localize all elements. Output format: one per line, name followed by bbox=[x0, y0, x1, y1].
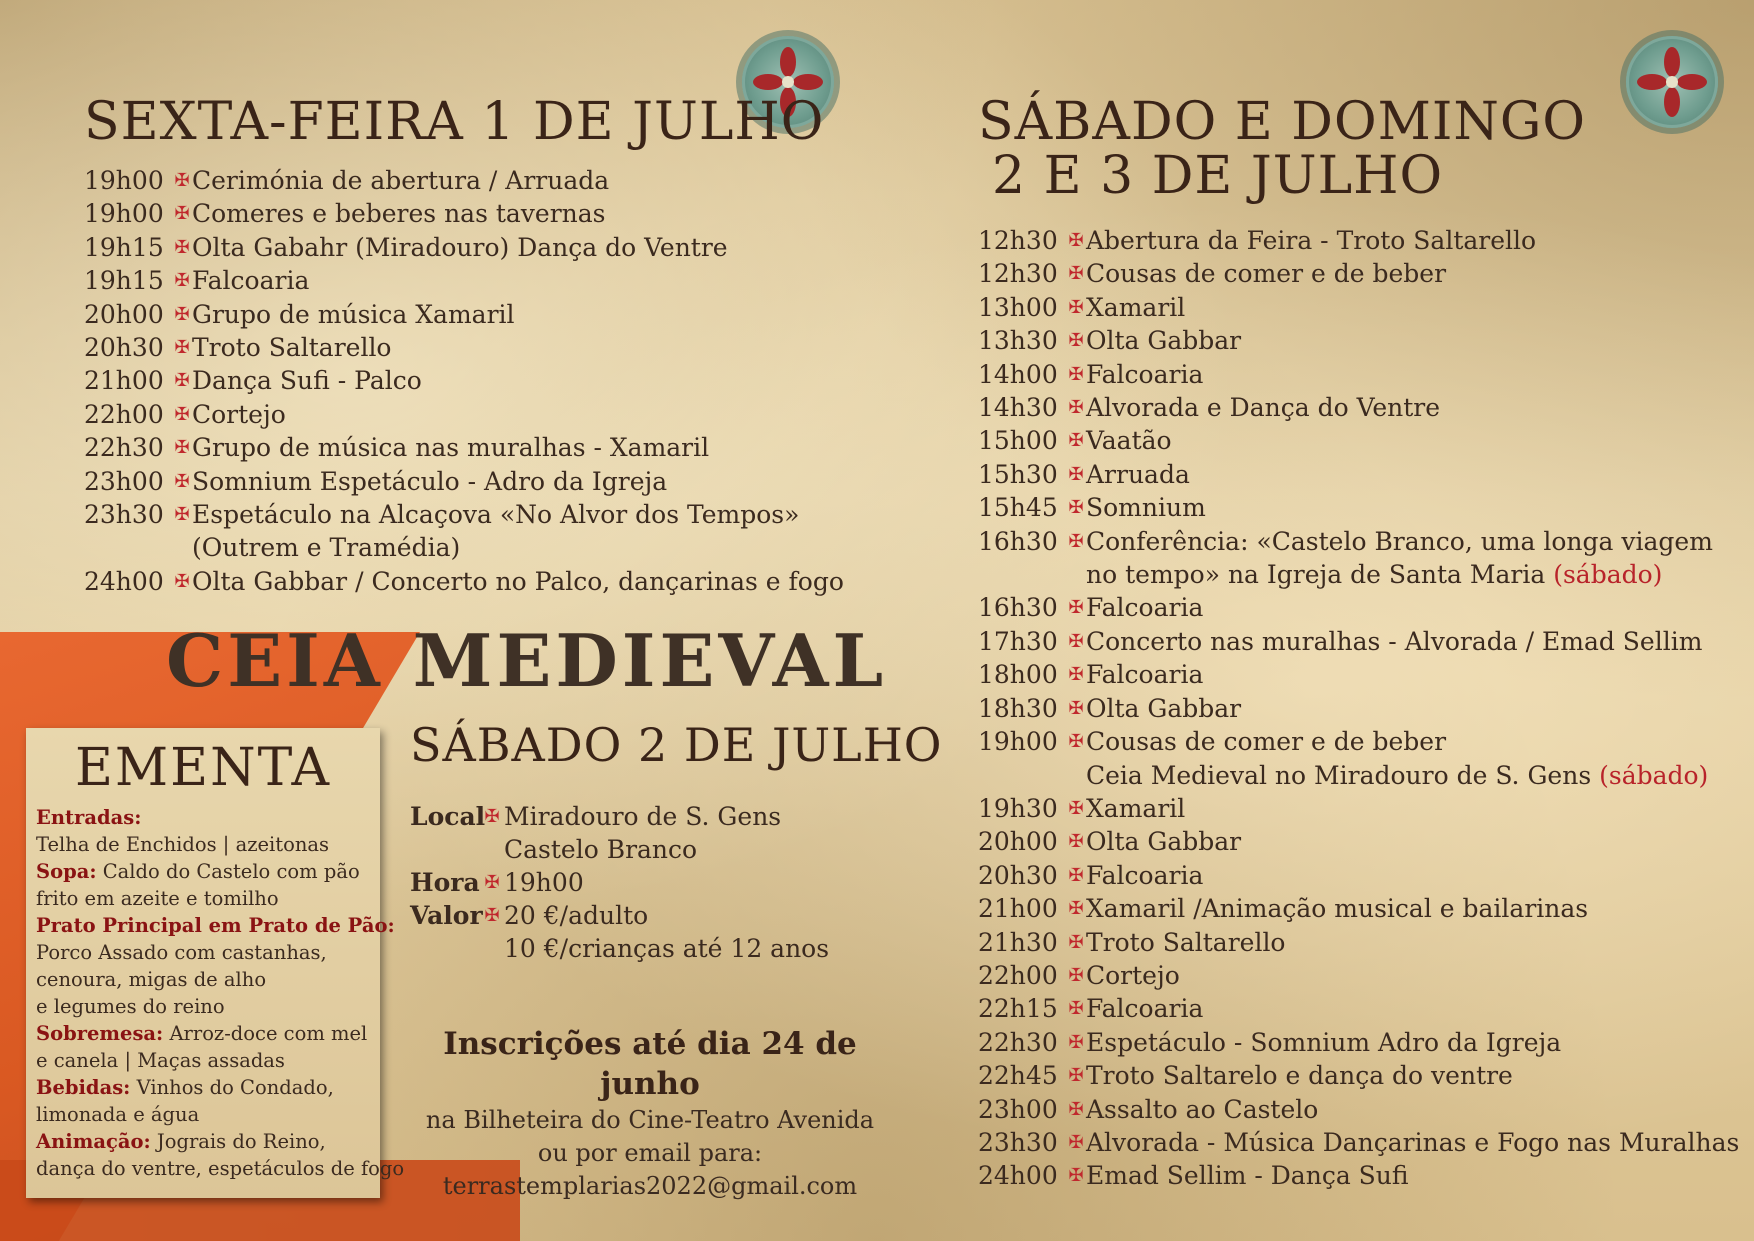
schedule-activity-block bbox=[1086, 1126, 1739, 1159]
prato-label: Prato Principal em Prato de Pão: bbox=[36, 914, 395, 937]
schedule-time: 13h00 bbox=[978, 292, 1058, 322]
cross-pattee-icon: ✠ bbox=[174, 303, 190, 325]
schedule-activity-block bbox=[1086, 291, 1185, 324]
ementa-bebidas bbox=[26, 1074, 380, 1101]
schedule-item bbox=[84, 364, 844, 397]
ementa-entradas-text: Telha de Enchidos | azeitonas bbox=[36, 833, 330, 856]
schedule-time: 15h45 bbox=[978, 493, 1058, 523]
schedule-time: 24h00 bbox=[84, 566, 164, 596]
continuation-text: no tempo» na Igreja de Santa Maria bbox=[1086, 560, 1546, 590]
friday-schedule bbox=[84, 164, 844, 598]
cross-pattee-icon: ✠ bbox=[1068, 1098, 1084, 1120]
cross-pattee-icon: ✠ bbox=[1068, 898, 1084, 920]
schedule-activity: Concerto nas muralhas - Alvorada / Emad Sellim bbox=[1086, 626, 1703, 656]
cross-pattee-icon: ✠ bbox=[1068, 263, 1084, 285]
schedule-time: 16h30 bbox=[978, 593, 1058, 623]
weekend-title-line1: SÁBADO E DOMINGO bbox=[978, 92, 1587, 152]
schedule-activity-block bbox=[1086, 959, 1180, 992]
schedule-activity-block bbox=[1086, 625, 1702, 658]
schedule-time: 22h30 bbox=[978, 1027, 1058, 1057]
cross-pattee-icon: ✠ bbox=[1068, 831, 1084, 853]
schedule-time: 16h30 bbox=[978, 526, 1058, 556]
weekend-title-line2: 2 E 3 DE JULHO bbox=[992, 146, 1444, 206]
schedule-activity: Dança Sufi - Palco bbox=[192, 366, 422, 396]
schedule-item bbox=[978, 1126, 1739, 1159]
schedule-item bbox=[978, 1026, 1739, 1059]
schedule-activity: Xamaril bbox=[1086, 793, 1186, 823]
local-value: Miradouro de S. Gens bbox=[504, 802, 782, 831]
valor-value: 20 €/adulto bbox=[504, 901, 649, 930]
schedule-activity-block bbox=[1086, 525, 1713, 592]
hora-value: 19h00 bbox=[504, 868, 584, 897]
schedule-activity: Cousas de comer e de beber bbox=[1086, 727, 1447, 757]
entradas-label: Entradas: bbox=[36, 806, 142, 829]
ementa-animacao-text-2: dança do ventre, espetáculos de fogo bbox=[36, 1157, 405, 1180]
schedule-activity-block bbox=[192, 331, 392, 364]
cross-pattee-icon: ✠ bbox=[174, 236, 190, 258]
schedule-activity-block bbox=[192, 398, 286, 431]
schedule-activity: Somnium Espetáculo - Adro da Igreja bbox=[192, 466, 668, 496]
cross-pattee-icon: ✠ bbox=[1068, 630, 1084, 652]
schedule-time: 21h30 bbox=[978, 927, 1058, 957]
cross-pattee-icon: ✠ bbox=[174, 504, 190, 526]
schedule-activity-block bbox=[1086, 1059, 1513, 1092]
schedule-activity: Olta Gabbar bbox=[1086, 693, 1242, 723]
ementa-title: EMENTA bbox=[74, 738, 332, 798]
cross-pattee-icon: ✠ bbox=[1068, 697, 1084, 719]
schedule-activity: Cortejo bbox=[1086, 960, 1180, 990]
schedule-time: 24h00 bbox=[978, 1161, 1058, 1191]
schedule-activity: Olta Gabbar bbox=[1086, 326, 1242, 356]
schedule-item bbox=[84, 498, 844, 565]
schedule-item bbox=[978, 926, 1739, 959]
schedule-item bbox=[978, 992, 1739, 1025]
schedule-time: 22h15 bbox=[978, 994, 1058, 1024]
schedule-item bbox=[84, 231, 844, 264]
schedule-item bbox=[978, 825, 1739, 858]
schedule-activity-block bbox=[192, 298, 515, 331]
cross-pattee-icon: ✠ bbox=[1068, 497, 1084, 519]
cross-pattee-icon: ✠ bbox=[174, 170, 190, 191]
schedule-activity-block bbox=[1086, 1093, 1318, 1126]
schedule-item bbox=[978, 424, 1739, 457]
schedule-activity-block bbox=[1086, 725, 1708, 792]
schedule-time: 20h30 bbox=[978, 860, 1058, 890]
schedule-activity-block bbox=[1086, 324, 1241, 357]
schedule-activity-block bbox=[192, 197, 606, 230]
schedule-item bbox=[978, 692, 1739, 725]
schedule-item bbox=[84, 197, 844, 230]
animacao-label: Animação: bbox=[36, 1130, 151, 1153]
schedule-time: 12h30 bbox=[978, 226, 1058, 255]
continuation-text: (Outrem e Tramédia) bbox=[192, 533, 461, 563]
schedule-activity-continuation bbox=[1086, 558, 1713, 591]
schedule-activity-block bbox=[192, 264, 309, 297]
valor-row bbox=[410, 899, 829, 965]
schedule-activity: Falcoaria bbox=[192, 266, 310, 296]
cross-pattee-icon: ✠ bbox=[484, 872, 500, 893]
ementa-sopa bbox=[26, 858, 380, 885]
cross-pattee-icon: ✠ bbox=[174, 337, 190, 359]
ementa-sopa-text-2: frito em azeite e tomilho bbox=[36, 887, 279, 910]
bebidas-text: Vinhos do Condado, bbox=[136, 1076, 334, 1099]
ementa-bebidas-text-2: limonada e água bbox=[36, 1103, 200, 1126]
schedule-activity-block bbox=[1086, 257, 1446, 290]
schedule-time: 14h30 bbox=[978, 393, 1058, 423]
schedule-activity: Falcoaria bbox=[1086, 994, 1204, 1024]
local-row bbox=[410, 800, 829, 866]
cross-pattee-icon: ✠ bbox=[1068, 864, 1084, 886]
sobremesa-text: Arroz-doce com mel bbox=[169, 1022, 368, 1045]
schedule-time: 19h30 bbox=[978, 793, 1058, 823]
valor-value-2: 10 €/crianças até 12 anos bbox=[504, 934, 830, 963]
schedule-activity: Falcoaria bbox=[1086, 860, 1204, 890]
schedule-activity-block bbox=[192, 498, 799, 565]
schedule-note: (sábado) bbox=[1553, 560, 1663, 590]
cross-pattee-icon: ✠ bbox=[1068, 664, 1084, 686]
schedule-activity-block bbox=[1086, 692, 1241, 725]
schedule-activity: Olta Gabbar bbox=[1086, 827, 1242, 857]
hora-label: Hora bbox=[410, 868, 480, 897]
ementa-entradas bbox=[26, 804, 380, 831]
schedule-item bbox=[978, 291, 1739, 324]
schedule-activity: Olta Gabbar / Concerto no Palco, dançarinas e fogo bbox=[192, 566, 844, 596]
cross-pattee-icon: ✠ bbox=[174, 270, 190, 292]
schedule-activity: Falcoaria bbox=[1086, 660, 1204, 690]
schedule-activity: Olta Gabahr (Miradouro) Dança do Ventre bbox=[192, 232, 728, 262]
schedule-time: 23h00 bbox=[84, 466, 164, 496]
email-address[interactable]: terrastemplarias2022@gmail.com bbox=[442, 1172, 858, 1200]
rosette-emblem-icon bbox=[1626, 36, 1718, 128]
schedule-time: 15h00 bbox=[978, 426, 1058, 456]
cross-pattee-icon: ✠ bbox=[1068, 463, 1084, 485]
schedule-time: 21h00 bbox=[84, 366, 164, 396]
cross-pattee-icon: ✠ bbox=[1068, 430, 1084, 452]
schedule-item bbox=[84, 398, 844, 431]
schedule-item bbox=[84, 465, 844, 498]
schedule-activity: Troto Saltarelo e dança do ventre bbox=[1086, 1061, 1513, 1091]
cross-pattee-icon: ✠ bbox=[1068, 797, 1084, 819]
schedule-activity: Cousas de comer e de beber bbox=[1086, 259, 1447, 289]
ementa-prato-text-1: Porco Assado com castanhas, bbox=[36, 941, 327, 964]
cross-pattee-icon: ✠ bbox=[174, 370, 190, 392]
ementa-sobremesa bbox=[26, 1020, 380, 1047]
schedule-item bbox=[84, 331, 844, 364]
ceia-date-subtitle: SÁBADO 2 DE JULHO bbox=[410, 718, 943, 772]
schedule-activity-block bbox=[192, 565, 844, 598]
schedule-activity: Troto Saltarello bbox=[1086, 927, 1286, 957]
inscricoes-deadline: Inscrições até dia 24 de junho bbox=[443, 1026, 857, 1102]
schedule-time: 17h30 bbox=[978, 626, 1058, 656]
sopa-text: Caldo do Castelo com pão bbox=[102, 860, 360, 883]
schedule-activity-block bbox=[192, 364, 422, 397]
schedule-time: 21h00 bbox=[978, 894, 1058, 924]
cross-pattee-icon: ✠ bbox=[1068, 1065, 1084, 1087]
schedule-activity: Cerimónia de abertura / Arruada bbox=[192, 166, 610, 195]
schedule-item bbox=[978, 358, 1739, 391]
schedule-item bbox=[978, 892, 1739, 925]
schedule-activity: Abertura da Feira - Troto Saltarello bbox=[1086, 226, 1537, 255]
schedule-activity-block bbox=[1086, 825, 1241, 858]
sobremesa-label: Sobremesa: bbox=[36, 1022, 164, 1045]
schedule-activity-block bbox=[1086, 491, 1206, 524]
schedule-activity: Espetáculo na Alcaçova «No Alvor dos Tempos» bbox=[192, 500, 800, 530]
schedule-activity: Comeres e beberes nas tavernas bbox=[192, 199, 606, 229]
schedule-item bbox=[84, 264, 844, 297]
schedule-item bbox=[978, 458, 1739, 491]
schedule-time: 13h30 bbox=[978, 326, 1058, 356]
schedule-item bbox=[978, 792, 1739, 825]
ceia-medieval-title: CEIA MEDIEVAL bbox=[166, 618, 888, 703]
inscricoes-block bbox=[400, 1024, 900, 1203]
cross-pattee-icon: ✠ bbox=[1068, 230, 1084, 251]
schedule-item bbox=[978, 1159, 1739, 1192]
schedule-item bbox=[84, 565, 844, 598]
cross-pattee-icon: ✠ bbox=[174, 470, 190, 492]
schedule-activity-block bbox=[1086, 591, 1203, 624]
schedule-activity-block bbox=[1086, 391, 1440, 424]
schedule-time: 23h30 bbox=[978, 1127, 1058, 1157]
cross-pattee-icon: ✠ bbox=[174, 403, 190, 425]
schedule-time: 20h00 bbox=[978, 827, 1058, 857]
schedule-time: 19h00 bbox=[978, 727, 1058, 757]
schedule-activity: Conferência: «Castelo Branco, uma longa viagem bbox=[1086, 526, 1713, 556]
ementa-sobremesa-text-2: e canela | Maças assadas bbox=[36, 1049, 285, 1072]
cross-pattee-icon: ✠ bbox=[484, 905, 500, 926]
cross-pattee-icon: ✠ bbox=[1068, 1131, 1084, 1153]
schedule-item bbox=[978, 525, 1739, 592]
schedule-activity: Troto Saltarello bbox=[192, 333, 392, 363]
schedule-item bbox=[978, 1093, 1739, 1126]
cross-pattee-icon: ✠ bbox=[1068, 1165, 1084, 1187]
schedule-activity-block bbox=[1086, 1159, 1409, 1192]
schedule-activity-block bbox=[1086, 792, 1185, 825]
schedule-activity-continuation bbox=[192, 531, 799, 564]
schedule-item bbox=[978, 324, 1739, 357]
schedule-item bbox=[978, 257, 1739, 290]
cross-pattee-icon: ✠ bbox=[1068, 998, 1084, 1020]
schedule-time: 23h30 bbox=[84, 500, 164, 530]
schedule-item bbox=[978, 658, 1739, 691]
schedule-activity-block bbox=[1086, 926, 1286, 959]
schedule-activity: Espetáculo - Somnium Adro da Igreja bbox=[1086, 1027, 1562, 1057]
schedule-activity: Alvorada e Dança do Ventre bbox=[1086, 393, 1441, 423]
schedule-time: 22h45 bbox=[978, 1061, 1058, 1091]
cross-pattee-icon: ✠ bbox=[1068, 597, 1084, 619]
schedule-activity: Falcoaria bbox=[1086, 359, 1204, 389]
schedule-time: 19h15 bbox=[84, 266, 164, 296]
cross-pattee-icon: ✠ bbox=[1068, 931, 1084, 953]
schedule-time: 20h30 bbox=[84, 333, 164, 363]
continuation-text: Ceia Medieval no Miradouro de S. Gens bbox=[1086, 760, 1592, 790]
schedule-item bbox=[978, 1059, 1739, 1092]
schedule-time: 15h30 bbox=[978, 459, 1058, 489]
cross-pattee-icon: ✠ bbox=[484, 806, 500, 827]
schedule-time: 19h00 bbox=[84, 166, 164, 195]
schedule-item bbox=[978, 391, 1739, 424]
cross-pattee-icon: ✠ bbox=[1068, 397, 1084, 419]
ementa-prato bbox=[26, 912, 395, 939]
schedule-item bbox=[84, 431, 844, 464]
schedule-activity-block bbox=[1086, 892, 1588, 925]
schedule-time: 22h00 bbox=[978, 960, 1058, 990]
schedule-activity-block bbox=[1086, 458, 1190, 491]
schedule-time: 23h00 bbox=[978, 1094, 1058, 1124]
valor-label: Valor bbox=[410, 901, 483, 930]
schedule-activity: Vaatão bbox=[1086, 426, 1172, 456]
local-value-2: Castelo Branco bbox=[504, 835, 698, 864]
schedule-activity-block bbox=[1086, 992, 1203, 1025]
hora-row bbox=[410, 866, 829, 899]
weekend-schedule bbox=[978, 224, 1739, 1193]
friday-title: SEXTA-FEIRA 1 DE JULHO bbox=[84, 92, 825, 152]
schedule-activity: Grupo de música nas muralhas - Xamaril bbox=[192, 433, 710, 463]
ementa-prato-text-2: cenoura, migas de alho bbox=[36, 968, 267, 991]
schedule-activity: Assalto ao Castelo bbox=[1086, 1094, 1319, 1124]
email-intro: ou por email para: bbox=[537, 1139, 763, 1167]
schedule-time: 12h30 bbox=[978, 259, 1058, 289]
schedule-item bbox=[978, 591, 1739, 624]
schedule-time: 22h30 bbox=[84, 433, 164, 463]
schedule-time: 19h15 bbox=[84, 232, 164, 262]
schedule-activity: Xamaril bbox=[1086, 292, 1186, 322]
schedule-activity: Falcoaria bbox=[1086, 593, 1204, 623]
schedule-item bbox=[978, 725, 1739, 792]
cross-pattee-icon: ✠ bbox=[1068, 1031, 1084, 1053]
schedule-activity: Somnium bbox=[1086, 493, 1206, 523]
ementa-animacao bbox=[26, 1128, 380, 1155]
schedule-activity: Alvorada - Música Dançarinas e Fogo nas Muralhas bbox=[1086, 1127, 1740, 1157]
sopa-label: Sopa: bbox=[36, 860, 97, 883]
ementa-prato-text-3: e legumes do reino bbox=[36, 995, 225, 1018]
schedule-activity-block bbox=[1086, 658, 1203, 691]
schedule-time: 22h00 bbox=[84, 399, 164, 429]
cross-pattee-icon: ✠ bbox=[1068, 296, 1084, 318]
schedule-activity-block bbox=[192, 465, 667, 498]
local-label: Local bbox=[410, 802, 486, 831]
cross-pattee-icon: ✠ bbox=[174, 437, 190, 459]
schedule-time: 18h00 bbox=[978, 660, 1058, 690]
cross-pattee-icon: ✠ bbox=[1068, 330, 1084, 352]
schedule-item bbox=[84, 164, 844, 197]
schedule-activity-block bbox=[1086, 424, 1172, 457]
schedule-item bbox=[978, 625, 1739, 658]
schedule-activity-block bbox=[192, 231, 728, 264]
animacao-text: Jograis do Reino, bbox=[156, 1130, 326, 1153]
schedule-activity-block bbox=[192, 431, 709, 464]
cross-pattee-icon: ✠ bbox=[1068, 964, 1084, 986]
schedule-item bbox=[978, 491, 1739, 524]
cross-pattee-icon: ✠ bbox=[174, 203, 190, 225]
ementa-menu-card bbox=[26, 728, 405, 1198]
schedule-item bbox=[84, 298, 844, 331]
schedule-item bbox=[978, 859, 1739, 892]
schedule-item bbox=[978, 959, 1739, 992]
schedule-activity: Emad Sellim - Dança Sufi bbox=[1086, 1161, 1409, 1191]
schedule-time: 19h00 bbox=[84, 199, 164, 229]
schedule-item bbox=[978, 224, 1739, 257]
schedule-activity-continuation bbox=[1086, 759, 1708, 792]
schedule-activity-block bbox=[1086, 1026, 1561, 1059]
schedule-activity: Cortejo bbox=[192, 399, 286, 429]
cross-pattee-icon: ✠ bbox=[1068, 363, 1084, 385]
schedule-time: 14h00 bbox=[978, 359, 1058, 389]
schedule-time: 18h30 bbox=[978, 693, 1058, 723]
cross-pattee-icon: ✠ bbox=[1068, 731, 1084, 753]
schedule-time: 20h00 bbox=[84, 299, 164, 329]
schedule-activity-block bbox=[1086, 224, 1536, 257]
schedule-activity: Grupo de música Xamaril bbox=[192, 299, 515, 329]
bilheteira-text: na Bilheteira do Cine-Teatro Avenida bbox=[425, 1106, 875, 1134]
bebidas-label: Bebidas: bbox=[36, 1076, 131, 1099]
schedule-note: (sábado) bbox=[1599, 760, 1709, 790]
cross-pattee-icon: ✠ bbox=[1068, 530, 1084, 552]
schedule-activity-block bbox=[192, 164, 609, 197]
schedule-activity-block bbox=[1086, 859, 1203, 892]
ceia-info-block bbox=[410, 800, 829, 965]
schedule-activity: Arruada bbox=[1086, 459, 1190, 489]
schedule-activity: Xamaril /Animação musical e bailarinas bbox=[1086, 894, 1589, 924]
cross-pattee-icon: ✠ bbox=[174, 570, 190, 592]
schedule-activity-block bbox=[1086, 358, 1203, 391]
